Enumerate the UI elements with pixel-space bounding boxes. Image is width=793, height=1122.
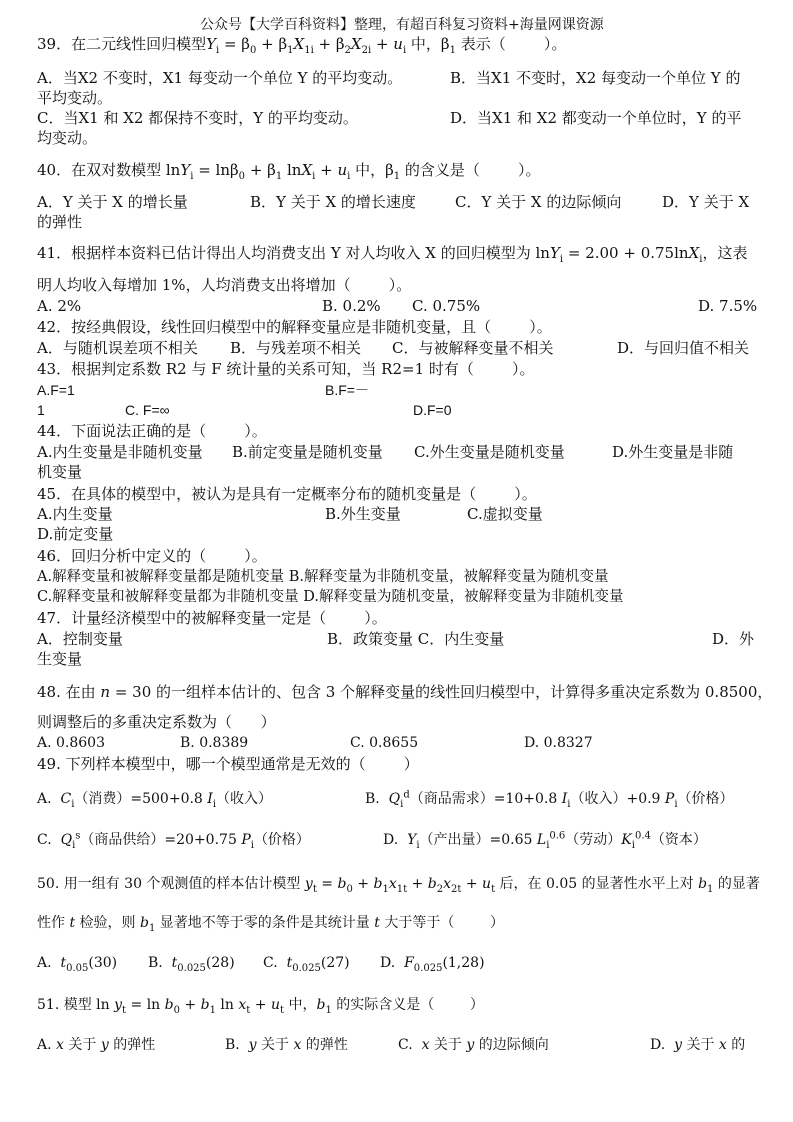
q47-option-d: D．外: [712, 630, 755, 648]
q45-option-c: C.虚拟变量: [467, 505, 543, 523]
q43-option-b: B.F=－: [325, 382, 369, 398]
q40-option-d: D．Y 关于 X: [662, 193, 750, 211]
q47-option-d-cont: 生变量: [37, 650, 83, 668]
q48-option-d: D. 0.8327: [524, 735, 593, 751]
q51-option-a: A. x 关于 y 的弹性: [37, 1037, 156, 1053]
q49-option-b: B. $Q_i^d$（商品需求）=10+0.8 $I_i$（收入）+0.9 $P_i$（价格）: [365, 789, 734, 810]
q44-option-c: C.外生变量是随机变量: [414, 443, 565, 461]
q50-option-c: C. $t_{0.025}(27)$: [263, 955, 350, 974]
q42-option-a: A．与随机误差项不相关: [37, 339, 198, 357]
q45-option-b: B.外生变量: [325, 505, 401, 523]
q45-option-d: D.前定变量: [37, 525, 114, 543]
question-50: 50. 用一组有 30 个观测值的样本估计模型 $y_t = b_0 + b_1x_{1t} + b_2x_{2t} + u_t$ 后，在 0.05 的显著性水平上对 $b_1$ 的显著: [37, 876, 760, 895]
q40-option-b: B．Y 关于 X 的增长速度: [250, 193, 416, 211]
q44-option-d: D.外生变量是非随: [612, 443, 734, 461]
question-43: 43．根据判定系数 R2 与 F 统计量的关系可知，当 R2=1 时有（ ）。: [37, 360, 535, 378]
question-46: 46．回归分析中定义的（ ）。: [37, 547, 267, 565]
q43-option-d: D.F=0: [413, 402, 452, 418]
q47-option-bc: B．政策变量 C．内生变量: [327, 630, 505, 648]
q40-option-a: A．Y 关于 X 的增长量: [37, 193, 188, 211]
q39-option-c: C．当X1 和 X2 都保持不变时，Y 的平均变动。: [37, 109, 358, 127]
q41-option-b: B. 0.2%: [322, 297, 381, 315]
q49-option-c: C. $Q_i^s$（商品供给）=20+0.75 $P_i$（价格）: [37, 830, 310, 851]
q44-option-a: A.内生变量是非随机变量: [37, 443, 203, 461]
q49-option-d: D. $Y_i$（产出量）=0.65 $L_i^{0.6}$（劳动）$K_i^{0.4}$（资本）: [383, 830, 707, 851]
q51-option-c: C. x 关于 y 的边际倾向: [398, 1037, 549, 1053]
q47-option-a: A．控制变量: [37, 630, 123, 648]
q48-option-a: A. 0.8603: [37, 735, 105, 751]
q51-option-b: B. y 关于 x 的弹性: [225, 1037, 348, 1053]
question-50-cont: 性作 t 检验，则 $b_1$ 显著地不等于零的条件是其统计量 t 大于等于（ ）: [37, 915, 504, 934]
question-42: 42．按经典假设，线性回归模型中的解释变量应是非随机变量，且（ ）。: [37, 318, 552, 336]
q48-option-c: C. 0.8655: [350, 735, 419, 751]
q40-option-c: C．Y 关于 X 的边际倾向: [455, 193, 622, 211]
q42-option-b: B．与残差项不相关: [230, 339, 362, 357]
q50-option-d: D. $F_{0.025}(1,28)$: [380, 955, 485, 974]
question-48-cont: 则调整后的多重决定系数为（ ）: [37, 713, 276, 731]
q39-option-d: D．当X1 和 X2 都变动一个单位时，Y 的平: [450, 109, 742, 127]
q39-option-b-cont: 平均变动。: [37, 89, 113, 107]
q42-option-d: D．与回归值不相关: [617, 339, 750, 357]
q44-option-d-cont: 机变量: [37, 463, 83, 481]
q51-option-d: D. y 关于 x 的: [650, 1037, 746, 1053]
q50-option-a: A. $t_{0.05}(30)$: [37, 955, 118, 974]
q45-option-a: A.内生变量: [37, 505, 113, 523]
q50-option-b: B. $t_{0.025}(28)$: [148, 955, 235, 974]
q39-option-a: A．当X2 不变时，X1 每变动一个单位 Y 的平均变动。: [37, 69, 403, 87]
q39-option-d-cont: 均变动。: [37, 129, 98, 147]
q46-options-ab: A.解释变量和被解释变量都是随机变量 B.解释变量为非随机变量，被解释变量为随机变量: [37, 569, 609, 585]
q41-option-d: D. 7.5%: [698, 297, 758, 315]
q46-options-cd: C.解释变量和被解释变量都为非随机变量 D.解释变量为随机变量，被解释变量为非随机变量: [37, 589, 624, 605]
question-40: 40．在双对数模型 $\ln Y_i = \ln\beta_0 + \beta_1$ $\ln X_i + u_i$ 中，$\beta_1$ 的含义是（ ）。: [37, 161, 541, 182]
question-41: 41．根据样本资料已估计得出人均消费支出 Y 对人均收入 X 的回归模型为 lnY$_i$ = 2.00 + 0.75lnX$_i$，这表: [37, 244, 748, 265]
question-49: 49. 下列样本模型中，哪一个模型通常是无效的（ ）: [37, 755, 419, 773]
question-41-cont: 明人均收入每增加 1%，人均消费支出将增加（ ）。: [37, 276, 412, 294]
q43-option-b-cont: 1: [37, 402, 45, 418]
page-header: 公众号【大学百科资料】整理，有超百科复习资料+海量网课资源: [200, 17, 604, 33]
q43-option-a: A.F=1: [37, 382, 75, 398]
q42-option-c: C．与被解释变量不相关: [392, 339, 554, 357]
question-48: 48. 在由 n = 30 的一组样本估计的、包含 3 个解释变量的线性回归模型中，计算得多重决定系数为 0.8500，: [37, 683, 773, 701]
q40-option-d-cont: 的弹性: [37, 213, 83, 231]
q48-option-b: B. 0.8389: [180, 735, 249, 751]
q39-option-b: B．当X1 不变时，X2 每变动一个单位 Y 的: [450, 69, 741, 87]
question-51: 51. 模型 $\ln y_t = \ln b_0 + b_1$ $\ln x_t + u_t$ 中，$b_1$ 的实际含义是（ ）: [37, 997, 484, 1016]
q49-option-a: A. $C_i$（消费）=500+0.8 $I_i$（收入）: [37, 791, 273, 810]
q41-option-c: C. 0.75%: [412, 297, 481, 315]
question-47: 47．计量经济模型中的被解释变量一定是（ ）。: [37, 609, 387, 627]
question-39: 39．在二元线性回归模型$Y_i = \beta_0 + \beta_1X_{1i} + \beta_2X_{2i} + u_i$ 中，$\beta_1$ 表示（ ）。: [37, 35, 567, 56]
q41-option-a: A. 2%: [37, 297, 82, 315]
q43-option-c: C. F=∞: [125, 402, 170, 418]
question-45: 45．在具体的模型中，被认为是具有一定概率分布的随机变量是（ ）。: [37, 485, 537, 503]
q44-option-b: B.前定变量是随机变量: [232, 443, 383, 461]
question-44: 44．下面说法正确的是（ ）。: [37, 422, 267, 440]
